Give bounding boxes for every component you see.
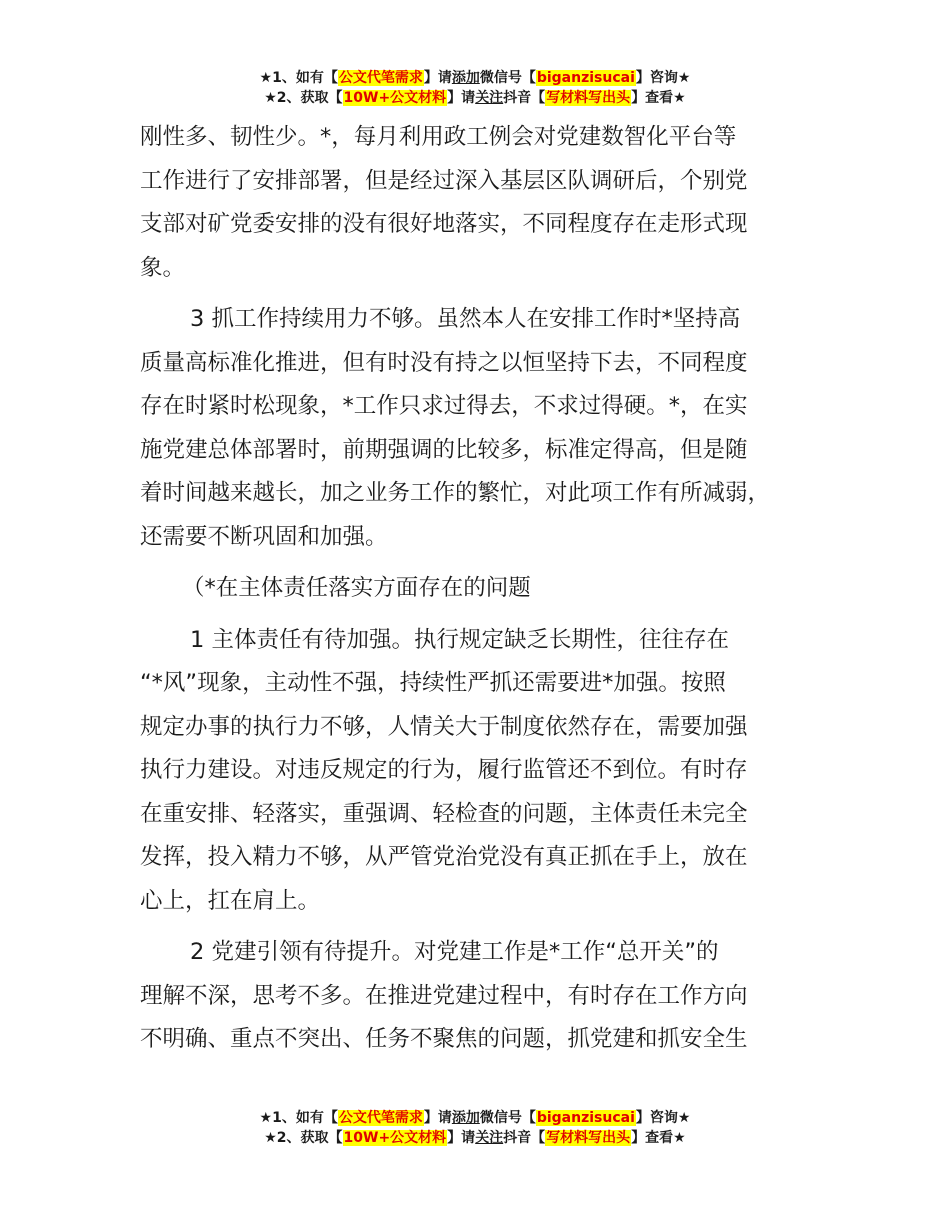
text-line: 2 党建引领有待提升。对党建工作是*工作“总开关”的 bbox=[190, 939, 719, 965]
footer-banner bbox=[0, 1108, 950, 1148]
highlight-service: 公文代笔需求 bbox=[338, 70, 423, 86]
paragraph-4 bbox=[140, 931, 840, 1062]
highlight-materials: 10W+公文材料 bbox=[343, 1130, 447, 1146]
text-line: 刚性多、韧性少。*，每月利用政工例会对党建数智化平台等 bbox=[140, 124, 737, 150]
text-line: 工作进行了安排部署，但是经过深入基层区队调研后，个别党 bbox=[140, 167, 748, 194]
text-line: 着时间越来越长，加之业务工作的繁忙，对此项工作有所减弱， bbox=[140, 480, 771, 506]
text-line: 质量高标准化推进，但有时没有持之以恒坚持下去，不同程度 bbox=[140, 349, 748, 376]
section-heading bbox=[140, 567, 840, 611]
text-line: “*风”现象，主动性不强，持续性严抓还需要进*加强。按照 bbox=[140, 670, 726, 696]
text-line: 发挥，投入精力不够，从严管党治党没有真正抓在手上，放在 bbox=[140, 844, 748, 870]
document-body bbox=[140, 116, 840, 1062]
banner-line-1: ★1、如有【公文代笔需求】请添加微信号【biganzisucai】咨询★ bbox=[259, 70, 691, 86]
text-line: 象。 bbox=[140, 254, 186, 281]
text-line: 1 主体责任有待加强。执行规定缺乏长期性，往往存在 bbox=[190, 626, 729, 653]
highlight-service: 公文代笔需求 bbox=[338, 1110, 423, 1126]
banner-line-2: ★2、获取【10W+公文材料】请关注抖音【写材料写出头】查看★ bbox=[264, 1130, 686, 1146]
paragraph-2 bbox=[140, 298, 840, 559]
highlight-douyin: 写材料写出头 bbox=[546, 1130, 631, 1146]
text-line: 3 抓工作持续用力不够。虽然本人在安排工作时*坚持高 bbox=[190, 306, 741, 332]
text-line: 不明确、重点不突出、任务不聚焦的问题，抓党建和抓安全生 bbox=[140, 1026, 748, 1052]
text-line: 理解不深，思考不多。在推进党建过程中，有时存在工作方向 bbox=[140, 982, 748, 1009]
heading-line: （*在主体责任落实方面存在的问题 bbox=[182, 575, 531, 601]
header-banner bbox=[0, 68, 950, 108]
text-line: 规定办事的执行力不够，人情关大于制度依然存在，需要加强 bbox=[140, 713, 748, 740]
banner-line-1: ★1、如有【公文代笔需求】请添加微信号【biganzisucai】咨询★ bbox=[259, 1110, 691, 1126]
text-line: 施党建总体部署时，前期强调的比较多，标准定得高，但是随 bbox=[140, 436, 748, 463]
text-line: 心上，扛在肩上。 bbox=[140, 887, 321, 914]
banner-line-2: ★2、获取【10W+公文材料】请关注抖音【写材料写出头】查看★ bbox=[264, 90, 686, 106]
text-line: 支部对矿党委安排的没有很好地落实，不同程度存在走形式现 bbox=[140, 211, 748, 237]
text-line: 执行力建设。对违反规定的行为，履行监管还不到位。有时存 bbox=[140, 757, 748, 783]
text-line: 在重安排、轻落实，重强调、轻检查的问题，主体责任未完全 bbox=[140, 800, 748, 827]
highlight-wechat-id: biganzisucai bbox=[536, 70, 635, 86]
highlight-materials: 10W+公文材料 bbox=[343, 90, 447, 106]
paragraph-1 bbox=[140, 116, 840, 290]
text-line: 存在时紧时松现象，*工作只求过得去，不求过得硬。*，在实 bbox=[140, 393, 748, 419]
highlight-douyin: 写材料写出头 bbox=[546, 90, 631, 106]
paragraph-3 bbox=[140, 619, 840, 924]
highlight-wechat-id: biganzisucai bbox=[536, 1110, 635, 1126]
text-line: 还需要不断巩固和加强。 bbox=[140, 523, 388, 550]
